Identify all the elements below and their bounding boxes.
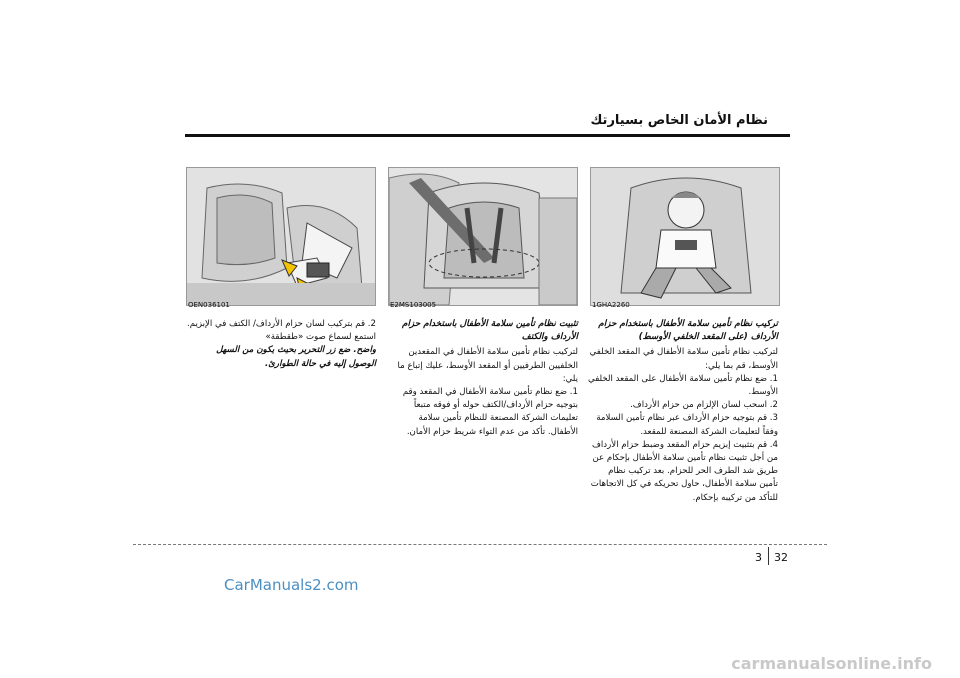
figure-code: E2MS103005 bbox=[390, 301, 437, 309]
figure-code: 1GHA2260 bbox=[592, 301, 630, 309]
note: واضح. ضع زر التحرير بحيث يكون من السهل الوصول إليه في حالة الطوارئ. bbox=[216, 345, 376, 369]
step: 3. قم بتوجيه حزام الأرداف عبر نظام تأمين السلامة وفقاً لتعليمات الشركة المصنعة للمقعد. bbox=[596, 413, 778, 437]
section-heading: تثبيت نظام تأمين سلامة الأطفال باستخدام حزام الأرداف والكتف bbox=[402, 319, 578, 343]
page-title: نظام الأمان الخاص بسيارتك bbox=[590, 113, 768, 128]
footer-rule bbox=[133, 544, 827, 545]
paragraph: لتركيب نظام تأمين سلامة الأطفال في المقعدين الخلفيين الطرفيين أو المقعد الأوسط، عليك إتباع ما يلي: bbox=[397, 347, 578, 384]
figure-child-seat bbox=[590, 167, 780, 306]
col-right-text bbox=[588, 318, 778, 505]
page-separator bbox=[768, 547, 769, 565]
step: 1. ضع نظام تأمين سلامة الأطفال على المقعد الخلفي الأوسط. bbox=[588, 373, 778, 398]
col-middle-text bbox=[388, 318, 578, 439]
step: 2. اسحب لسان الإلزام من حزام الأرداف. bbox=[630, 400, 778, 411]
header-rule bbox=[185, 134, 790, 137]
figure-buckle-latch bbox=[186, 167, 376, 306]
page-number: 32 bbox=[774, 551, 788, 564]
col-left-text bbox=[186, 318, 376, 371]
section-heading: تركيب نظام تأمين سلامة الأطفال باستخدام حزام الأرداف (على المقعد الخلفي الأوسط) bbox=[598, 319, 778, 343]
watermark-2: carmanualsonline.info bbox=[731, 654, 932, 673]
paragraph: لتركيب نظام تأمين سلامة الأطفال في المقعد الخلفي الأوسط، قم بما يلي: bbox=[589, 347, 778, 371]
step: 1. ضع نظام تأمين سلامة الأطفال في المقعد وقم بتوجيه حزام الأرداف/الكتف حوله أو فوقه متبعاً تعليمات الشركة المصنعة للنظام تأمين سلامة الأطفال. تأكد من عدم التواء شريط حزام الأمان. bbox=[402, 387, 578, 437]
step: 2. قم بتركيب لسان حزام الأرداف/ الكتف في الإبزيم. استمع لسماع صوت «طقطقة» bbox=[187, 319, 376, 343]
figure-lap-shoulder-belt bbox=[388, 167, 578, 306]
chapter-number: 3 bbox=[755, 551, 762, 564]
step: 4. قم بتثبيت إبزيم حزام المقعد وضبط حزام الأرداف من أجل تثبيت نظام تأمين سلامة الأطفال بإحكام عن طريق شد الطرف الحر للحزام. بعد تركيب نظام تأمين سلامة الأطفال، حاول تحريكه في كل الاتجاهات للتأكد من تركيبه بإحكام. bbox=[590, 439, 778, 503]
figure-code: OEN036101 bbox=[188, 301, 230, 309]
watermark: CarManuals2.com bbox=[224, 576, 359, 594]
